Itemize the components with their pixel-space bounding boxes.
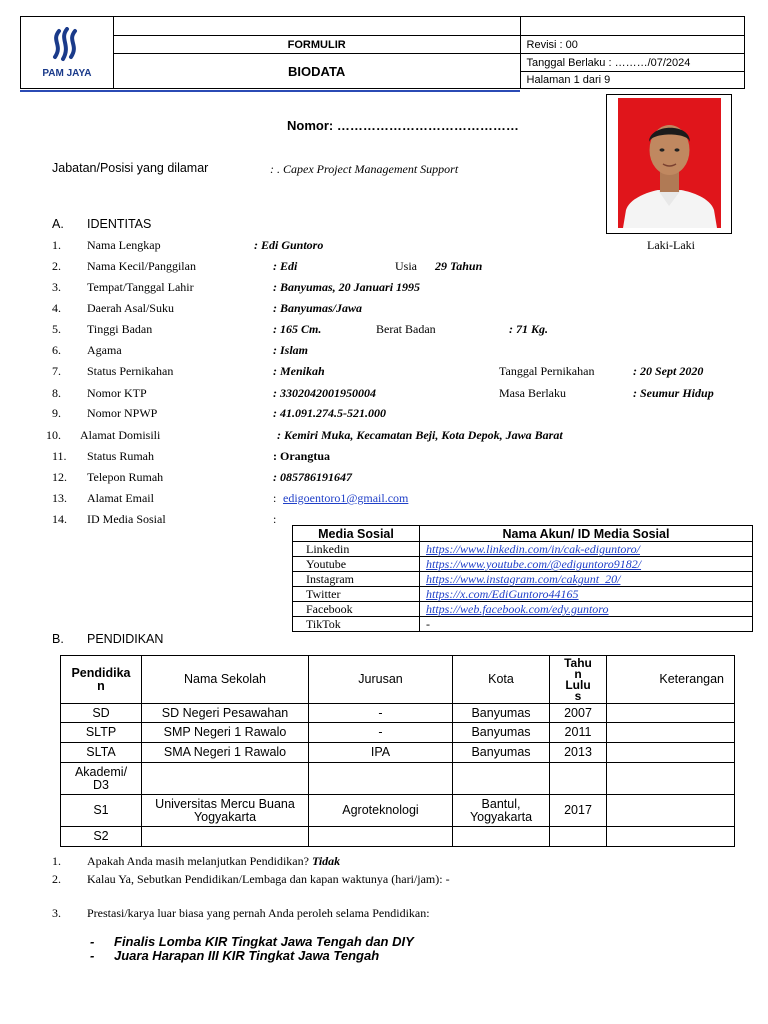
table-row: [61, 704, 735, 723]
header-divider: [20, 90, 520, 92]
q2-num: 2.: [52, 872, 61, 886]
berat-value: : 71 Kg.: [509, 322, 548, 336]
header-empty-cell-right: [520, 17, 744, 36]
media-sosial-table: [292, 525, 753, 632]
q3-text: Prestasi/karya luar biasa yang pernah Anda peroleh selama Pendidikan:: [87, 906, 430, 920]
cell: [607, 795, 735, 827]
col-keterangan: Keterangan: [607, 656, 735, 704]
cell: SMP Negeri 1 Rawalo: [142, 723, 309, 743]
cell: S1: [61, 795, 142, 827]
youtube-link[interactable]: https://www.youtube.com/@ediguntoro9182/: [420, 557, 753, 572]
agama-value: : Islam: [273, 343, 309, 357]
cell: [453, 763, 550, 795]
row-label: ID Media Sosial: [87, 512, 166, 526]
cell: [607, 827, 735, 847]
table-row: [61, 795, 735, 827]
ktp-value: : 3302042001950004: [273, 386, 376, 400]
section-b-num: B.: [52, 632, 64, 646]
medsos-colon: :: [273, 512, 277, 526]
biodata-title: BIODATA: [113, 54, 520, 89]
tgl-nikah-value: : 20 Sept 2020: [633, 364, 704, 378]
usia-value: 29 Tahun: [435, 259, 483, 273]
pendidikan-table: [60, 655, 735, 847]
section-a-num: A.: [52, 217, 64, 231]
cell: Universitas Mercu Buana Yogyakarta: [142, 795, 309, 827]
person-photo-icon: [618, 98, 721, 228]
cell: Akademi/ D3: [61, 763, 142, 795]
cell: SLTA: [61, 743, 142, 763]
cell: Bantul, Yogyakarta: [453, 795, 550, 827]
form-title: FORMULIR: [113, 36, 520, 54]
jabatan-value: : . Capex Project Management Support: [270, 162, 459, 176]
nomor: Nomor: ……………………………………: [287, 118, 519, 133]
usia-label: Usia: [395, 259, 417, 273]
header-empty-cell: [113, 17, 520, 36]
cell: [607, 743, 735, 763]
media-name: Facebook: [293, 602, 420, 617]
row-label: Nomor KTP: [87, 386, 147, 400]
table-row: [293, 587, 753, 602]
row-label: Tempat/Tanggal Lahir: [87, 280, 194, 294]
list-item: [90, 948, 379, 963]
cell: [607, 704, 735, 723]
facebook-link[interactable]: https://web.facebook.com/edy.guntoro: [420, 602, 753, 617]
row-label: Nama Kecil/Panggilan: [87, 259, 196, 273]
cell: 2013: [550, 743, 607, 763]
media-name: Youtube: [293, 557, 420, 572]
row-num: 11.: [52, 449, 67, 463]
cell: -: [309, 723, 453, 743]
cell: 2011: [550, 723, 607, 743]
row-label: Daerah Asal/Suku: [87, 301, 174, 315]
col-tahun-lulus: Tahu n Lulu s: [550, 656, 607, 704]
row-num: 12.: [52, 470, 67, 484]
section-b-heading: PENDIDIKAN: [87, 632, 164, 646]
npwp-value: : 41.091.274.5-521.000: [273, 406, 386, 420]
table-row: [61, 763, 735, 795]
cell: [550, 827, 607, 847]
row-label: Nomor NPWP: [87, 406, 158, 420]
instagram-link[interactable]: https://www.instagram.com/cakgunt_20/: [420, 572, 753, 587]
list-item: [90, 934, 414, 949]
tgl-nikah-label: Tanggal Pernikahan: [499, 364, 595, 378]
media-header: Media Sosial: [293, 526, 420, 542]
row-label: Alamat Email: [87, 491, 154, 505]
row-num: 7.: [52, 364, 61, 378]
col-nama-sekolah: Nama Sekolah: [142, 656, 309, 704]
domisili-value: : Kemiri Muka, Kecamatan Beji, Kota Depok, Jawa Barat: [277, 428, 563, 442]
row-num: 2.: [52, 259, 61, 273]
table-row: [293, 617, 753, 632]
media-name: Linkedin: [293, 542, 420, 557]
row-num: 14.: [52, 512, 67, 526]
col-kota: Kota: [453, 656, 550, 704]
berat-label: Berat Badan: [376, 322, 436, 336]
q1-answer: Tidak: [311, 854, 341, 868]
media-name: TikTok: [293, 617, 420, 632]
table-row: [293, 557, 753, 572]
q1-question: Apakah Anda masih melanjutkan Pendidikan?: [87, 854, 309, 868]
linkedin-link[interactable]: https://www.linkedin.com/in/cak-ediguntoro/: [420, 542, 753, 557]
cell: Agroteknologi: [309, 795, 453, 827]
row-num: 5.: [52, 322, 61, 336]
row-label: Status Rumah: [87, 449, 155, 463]
prestasi-text: Finalis Lomba KIR Tingkat Jawa Tengah dan DIY: [114, 934, 414, 949]
table-row: [61, 827, 735, 847]
status-rumah-value: : Orangtua: [273, 449, 330, 463]
col-pendidikan: Pendidika n: [61, 656, 142, 704]
akun-header: Nama Akun/ ID Media Sosial: [420, 526, 753, 542]
row-label: Nama Lengkap: [87, 238, 161, 252]
cell: SD Negeri Pesawahan: [142, 704, 309, 723]
tinggi-value: : 165 Cm.: [273, 322, 322, 336]
col-jurusan: Jurusan: [309, 656, 453, 704]
cell: IPA: [309, 743, 453, 763]
media-name: Twitter: [293, 587, 420, 602]
row-num: 6.: [52, 343, 61, 357]
cell: SMA Negeri 1 Rawalo: [142, 743, 309, 763]
email-link[interactable]: edigoentoro1@gmail.com: [283, 491, 409, 505]
cell: [453, 827, 550, 847]
telepon-value: : 085786191647: [273, 470, 352, 484]
nama-lengkap-value: : Edi Guntoro: [254, 238, 324, 252]
cell: [142, 763, 309, 795]
q1-text: [87, 854, 340, 869]
cell: [607, 763, 735, 795]
revisi: Revisi : 00: [520, 36, 744, 54]
row-num: 10.: [46, 428, 61, 442]
daerah-value: : Banyumas/Jawa: [273, 301, 363, 315]
row-num: 1.: [52, 238, 61, 252]
halaman: Halaman 1 dari 9: [520, 72, 744, 89]
section-a-heading: IDENTITAS: [87, 217, 152, 231]
table-row: [293, 542, 753, 557]
cell: SD: [61, 704, 142, 723]
gender-value: Laki-Laki: [647, 238, 695, 252]
media-name: Instagram: [293, 572, 420, 587]
tiktok-value: -: [420, 617, 753, 632]
email-colon: :: [273, 491, 277, 505]
table-row: [293, 572, 753, 587]
logo-cell: [21, 17, 114, 89]
row-num: 8.: [52, 386, 61, 400]
row-num: 3.: [52, 280, 61, 294]
cell: [309, 763, 453, 795]
cell: Banyumas: [453, 704, 550, 723]
tanggal-berlaku: Tanggal Berlaku : ………/07/2024: [520, 54, 744, 72]
q1-num: 1.: [52, 854, 61, 868]
table-row: [61, 743, 735, 763]
cell: Banyumas: [453, 723, 550, 743]
prestasi-text: Juara Harapan III KIR Tingkat Jawa Tengah: [114, 948, 380, 963]
cell: 2017: [550, 795, 607, 827]
cell: Banyumas: [453, 743, 550, 763]
panggilan-value: : Edi: [273, 259, 298, 273]
pam-jaya-logo-icon: [47, 27, 87, 63]
row-num: 9.: [52, 406, 61, 420]
cell: [309, 827, 453, 847]
cell: [142, 827, 309, 847]
cell: -: [309, 704, 453, 723]
row-num: 4.: [52, 301, 61, 315]
row-label: Alamat Domisili: [80, 428, 161, 442]
bullet-dash: -: [90, 948, 95, 963]
table-row: [61, 723, 735, 743]
cell: S2: [61, 827, 142, 847]
status-nikah-value: : Menikah: [273, 364, 325, 378]
bullet-dash: -: [90, 934, 95, 949]
header-table: [20, 16, 745, 89]
cell: [607, 723, 735, 743]
cell: [550, 763, 607, 795]
profile-photo: [606, 94, 732, 234]
cell: 2007: [550, 704, 607, 723]
twitter-link[interactable]: https://x.com/EdiGuntoro44165: [420, 587, 753, 602]
table-row: [293, 602, 753, 617]
row-label: Agama: [87, 343, 122, 357]
q2-text: Kalau Ya, Sebutkan Pendidikan/Lembaga dan kapan waktunya (hari/jam): -: [87, 872, 450, 886]
masa-berlaku-label: Masa Berlaku: [499, 386, 566, 400]
row-label: Status Pernikahan: [87, 364, 174, 378]
row-label: Telepon Rumah: [87, 470, 164, 484]
masa-berlaku-value: : Seumur Hidup: [633, 386, 714, 400]
row-num: 13.: [52, 491, 67, 505]
q3-num: 3.: [52, 906, 61, 920]
ttl-value: : Banyumas, 20 Januari 1995: [273, 280, 421, 294]
cell: SLTP: [61, 723, 142, 743]
logo-text: PAM JAYA: [42, 67, 92, 79]
jabatan-label: Jabatan/Posisi yang dilamar: [52, 161, 209, 175]
row-label: Tinggi Badan: [87, 322, 153, 336]
